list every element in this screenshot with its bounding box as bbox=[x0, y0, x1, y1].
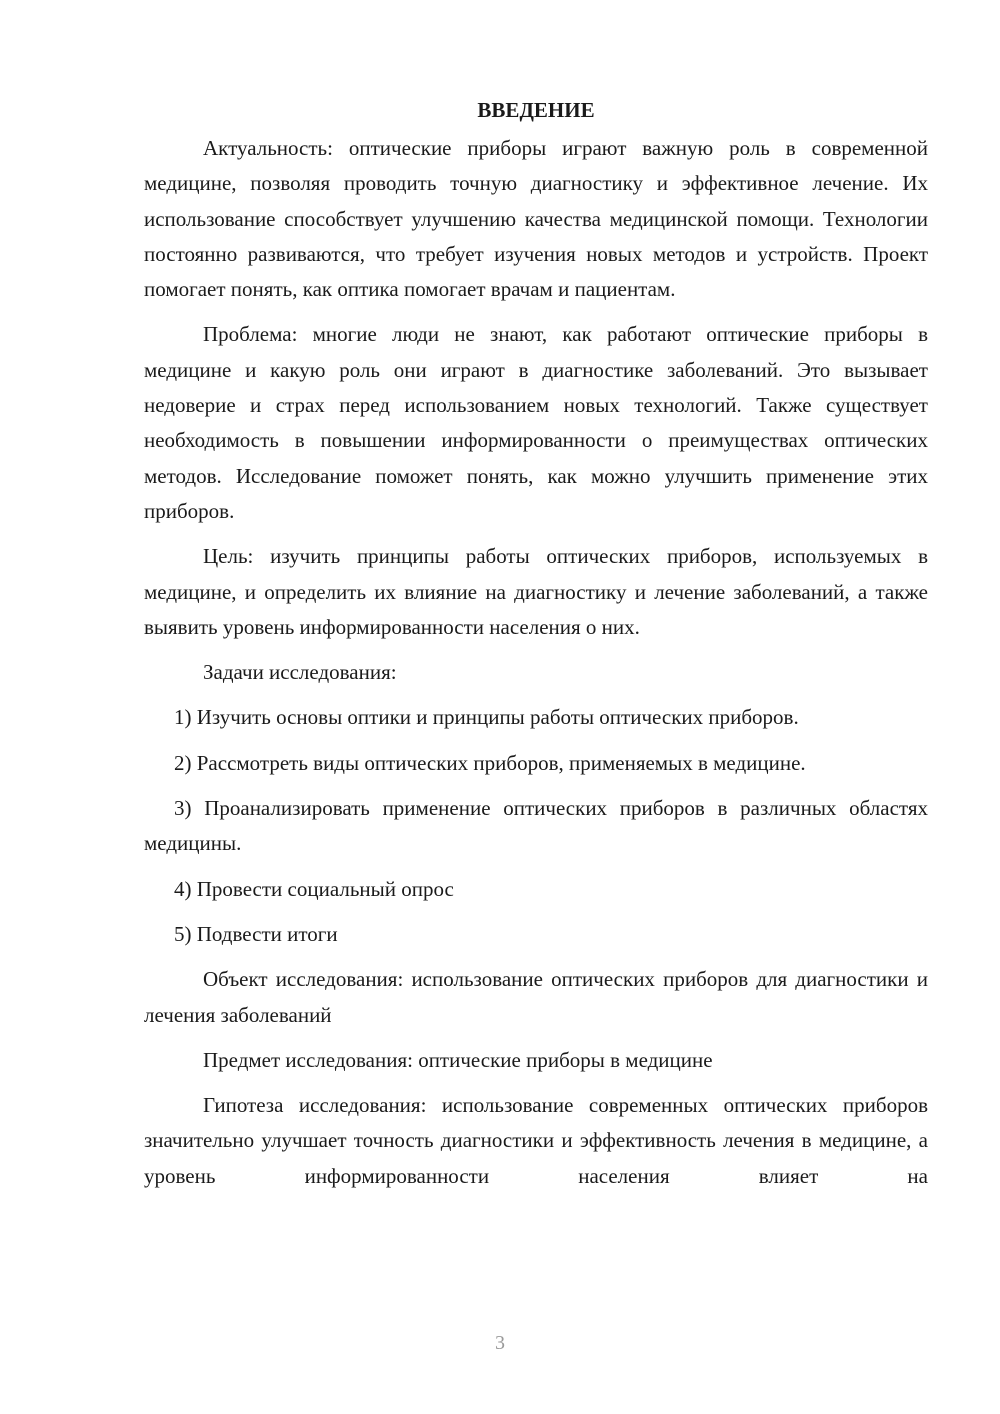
subject-paragraph: Предмет исследования: оптические приборы в медицине bbox=[203, 1047, 713, 1072]
page-number: 3 bbox=[495, 1332, 505, 1354]
object-paragraph: Объект исследования: использование оптических приборов для диагностики и лечения заболеваний bbox=[144, 967, 928, 1027]
task-item: 1) Изучить основы оптики и принципы работы оптических приборов. bbox=[174, 705, 799, 730]
relevance-paragraph: Актуальность: оптические приборы играют важную роль в современной медицине, позволяя проводить точную диагностику и эффективное лечение. Их использование способствует улучшению качества медицинской помощи. Технологии постоянно развиваются, что требует изучения новых методов и устройств. Проект помогает понять, как оптика помогает врачам и пациентам. bbox=[144, 136, 928, 302]
goal-paragraph: Цель: изучить принципы работы оптических приборов, используемых в медицине, и определить их влияние на диагностику и лечение заболеваний, а также выявить уровень информированности населения о них. bbox=[144, 544, 928, 639]
hypothesis-paragraph: Гипотеза исследования: использование современных оптических приборов значительно улучшает точность диагностики и эффективность лечения в медицине, а уровень информированности населения влияет на bbox=[144, 1093, 928, 1188]
task-item: 2) Рассмотреть виды оптических приборов, применяемых в медицине. bbox=[174, 750, 806, 775]
task-item: 3) Проанализировать применение оптических приборов в различных областях медицины. bbox=[144, 796, 928, 856]
task-item: 5) Подвести итоги bbox=[174, 921, 338, 946]
document-body bbox=[144, 91, 928, 1204]
section-title: ВВЕДЕНИЕ bbox=[477, 98, 595, 122]
problem-paragraph: Проблема: многие люди не знают, как работают оптические приборы в медицине и какую роль они играют в диагностике заболеваний. Это вызывает недоверие и страх перед использованием новых технологий. Также существует необходимость в повышении информированности о преимуществах оптических методов. Исследование поможет понять, как можно улучшить применение этих приборов. bbox=[144, 322, 928, 523]
tasks-heading: Задачи исследования: bbox=[203, 660, 397, 685]
task-item: 4) Провести социальный опрос bbox=[174, 876, 454, 901]
